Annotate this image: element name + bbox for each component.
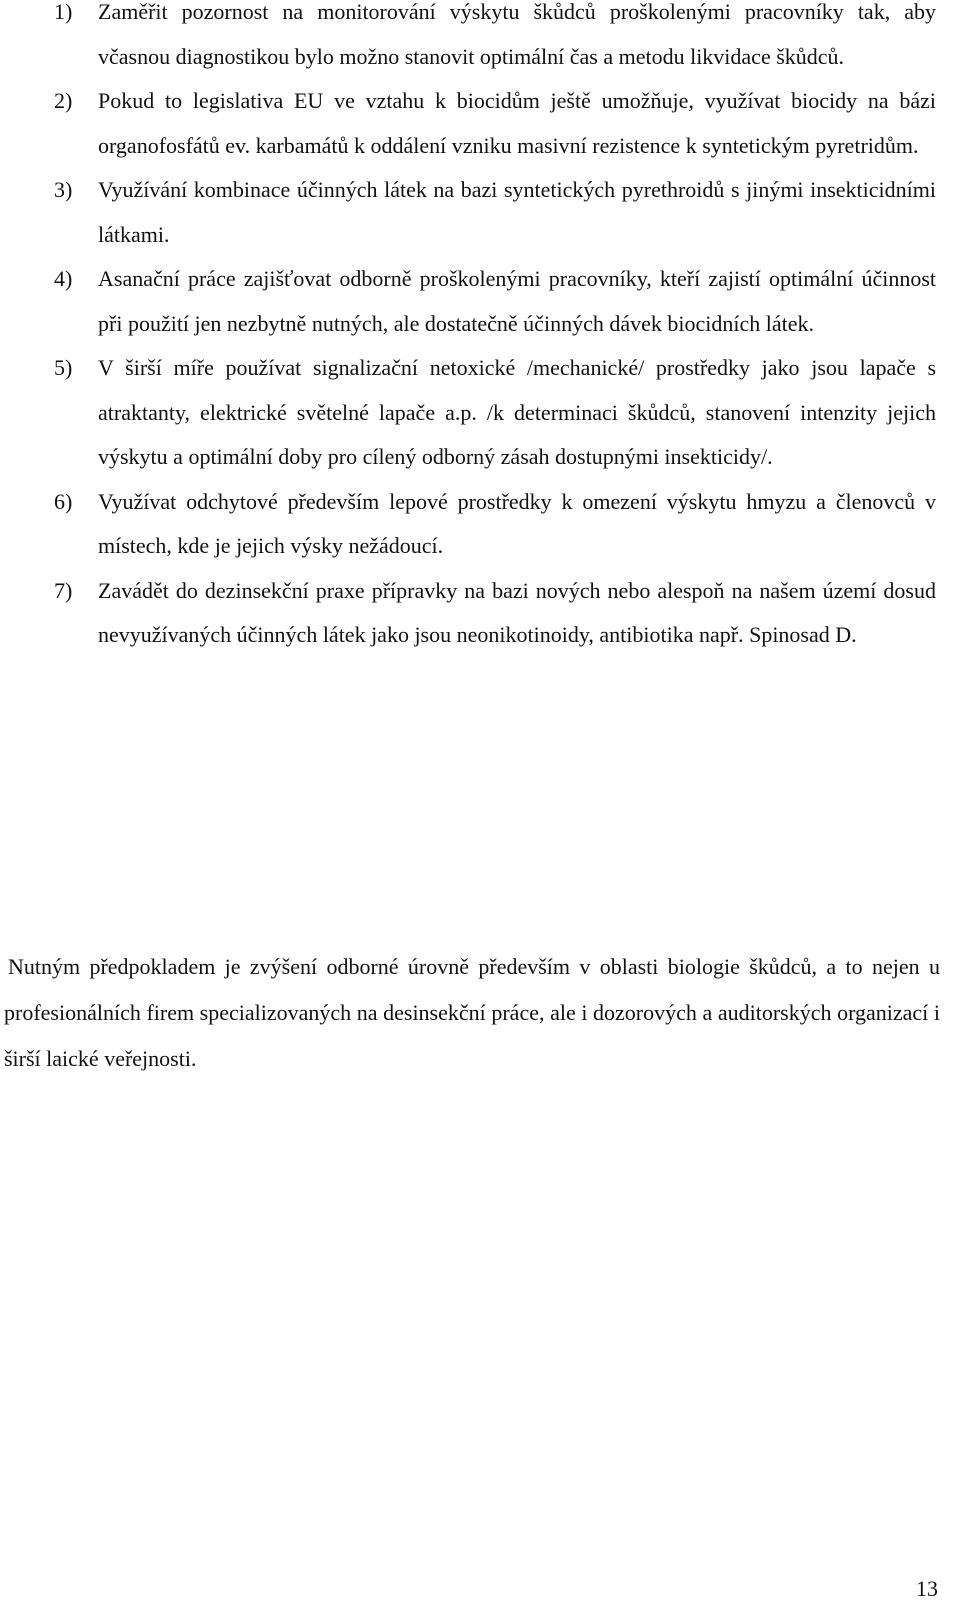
list-item-text: Využívání kombinace účinných látek na bazi syntetických pyrethroidů s jinými insekticidními látkami. bbox=[98, 177, 936, 247]
list-item-text: V širší míře používat signalizační netoxické /mechanické/ prostředky jako jsou lapače s atraktanty, elektrické světelné lapače a.p. /k determinaci škůdců, stanovení intenzity jejich výskytu a optimální doby pro cílený odborný zásah dostupnými insekticidy/. bbox=[98, 355, 936, 469]
measures-list bbox=[0, 0, 960, 658]
page-number: 13 bbox=[916, 1576, 938, 1601]
body-paragraph: Nutným předpokladem je zvýšení odborné úrovně především v oblasti biologie škůdců, a to nejen u profesionálních firem specializovaných na desinsekční práce, ale i dozorových a auditorských organizací i širší laické veřejnosti. bbox=[4, 954, 940, 1071]
list-item bbox=[0, 346, 960, 480]
list-item bbox=[0, 257, 960, 346]
list-item-number: 6) bbox=[54, 488, 73, 514]
list-item bbox=[0, 569, 960, 658]
list-item-number: 2) bbox=[54, 88, 73, 113]
list-item-number: 7) bbox=[54, 577, 73, 603]
list-item bbox=[0, 168, 960, 257]
list-item-number: 4) bbox=[54, 266, 73, 291]
list-item bbox=[0, 0, 960, 79]
list-item-text: Pokud to legislativa EU ve vztahu k biocidům ještě umožňuje, využívat biocidy na bázi organofosfátů ev. karbamátů k oddálení vzniku masivní rezistence k syntetickým pyretridům. bbox=[98, 88, 936, 158]
list-item-number: 5) bbox=[54, 355, 73, 380]
list-item-number: 1) bbox=[54, 0, 73, 24]
list-item-text: Zaměřit pozornost na monitorování výskytu škůdců proškolenými pracovníky tak, aby včasnou diagnostikou bylo možno stanovit optimální čas a metodu likvidace škůdců. bbox=[98, 0, 936, 69]
list-item bbox=[0, 79, 960, 168]
list-item-text: Asanační práce zajišťovat odborně proškolenými pracovníky, kteří zajistí optimální účinnost při použití jen nezbytně nutných, ale dostatečně účinných dávek biocidních látek. bbox=[98, 266, 936, 336]
list-item bbox=[0, 480, 960, 569]
list-item-text: Zavádět do dezinsekční praxe přípravky na bazi nových nebo alespoň na našem území dosud nevyužívaných účinných látek jako jsou neonikotinoidy, antibiotika např. Spinosad D. bbox=[98, 577, 936, 647]
list-item-text: Využívat odchytové především lepové prostředky k omezení výskytu hmyzu a členovců v místech, kde je jejich výsky nežádoucí. bbox=[98, 488, 936, 558]
list-item-number: 3) bbox=[54, 177, 73, 202]
